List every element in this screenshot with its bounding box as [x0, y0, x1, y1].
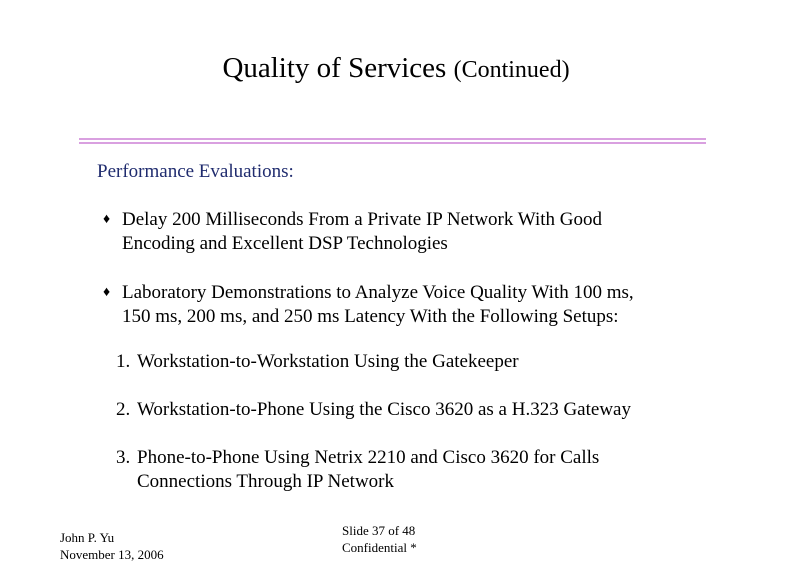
- bullet-line: Laboratory Demonstrations to Analyze Voice Quality With 100 ms,: [122, 282, 634, 303]
- item-number: 1.: [116, 351, 131, 372]
- item-text: [137, 446, 599, 494]
- bullet-text: [122, 208, 602, 256]
- item-text: [137, 350, 519, 374]
- item-line: Workstation-to-Phone Using the Cisco 3620 as a H.323 Gateway: [137, 399, 631, 420]
- title-divider-bottom: [79, 142, 706, 144]
- footer-slide-info: [342, 522, 417, 556]
- bullet-text: [122, 281, 634, 329]
- section-heading: Performance Evaluations:: [97, 161, 294, 182]
- slide-title: [0, 52, 792, 85]
- item-text: [137, 398, 631, 422]
- footer-author: John P. Yu: [60, 530, 115, 545]
- item-line: Phone-to-Phone Using Netrix 2210 and Cisco 3620 for Calls: [137, 447, 600, 468]
- title-sub: (Continued): [453, 57, 570, 83]
- footer-author-block: [60, 529, 164, 563]
- item-line: Workstation-to-Workstation Using the Gatekeeper: [137, 351, 519, 372]
- title-main: Quality of Services: [222, 52, 447, 84]
- title-divider-top: [79, 138, 706, 140]
- item-number: 3.: [116, 447, 131, 468]
- diamond-bullet-icon: ♦: [103, 285, 111, 300]
- confidential-label: Confidential *: [342, 540, 417, 555]
- diamond-bullet-icon: ♦: [103, 212, 111, 227]
- item-line: Connections Through IP Network: [137, 471, 395, 492]
- footer-date: November 13, 2006: [60, 547, 164, 562]
- bullet-line: 150 ms, 200 ms, and 250 ms Latency With the Following Setups:: [122, 306, 619, 327]
- slide-number: Slide 37 of 48: [342, 523, 416, 538]
- item-number: 2.: [116, 399, 131, 420]
- bullet-line: Encoding and Excellent DSP Technologies: [122, 233, 448, 254]
- bullet-line: Delay 200 Milliseconds From a Private IP Network With Good: [122, 209, 602, 230]
